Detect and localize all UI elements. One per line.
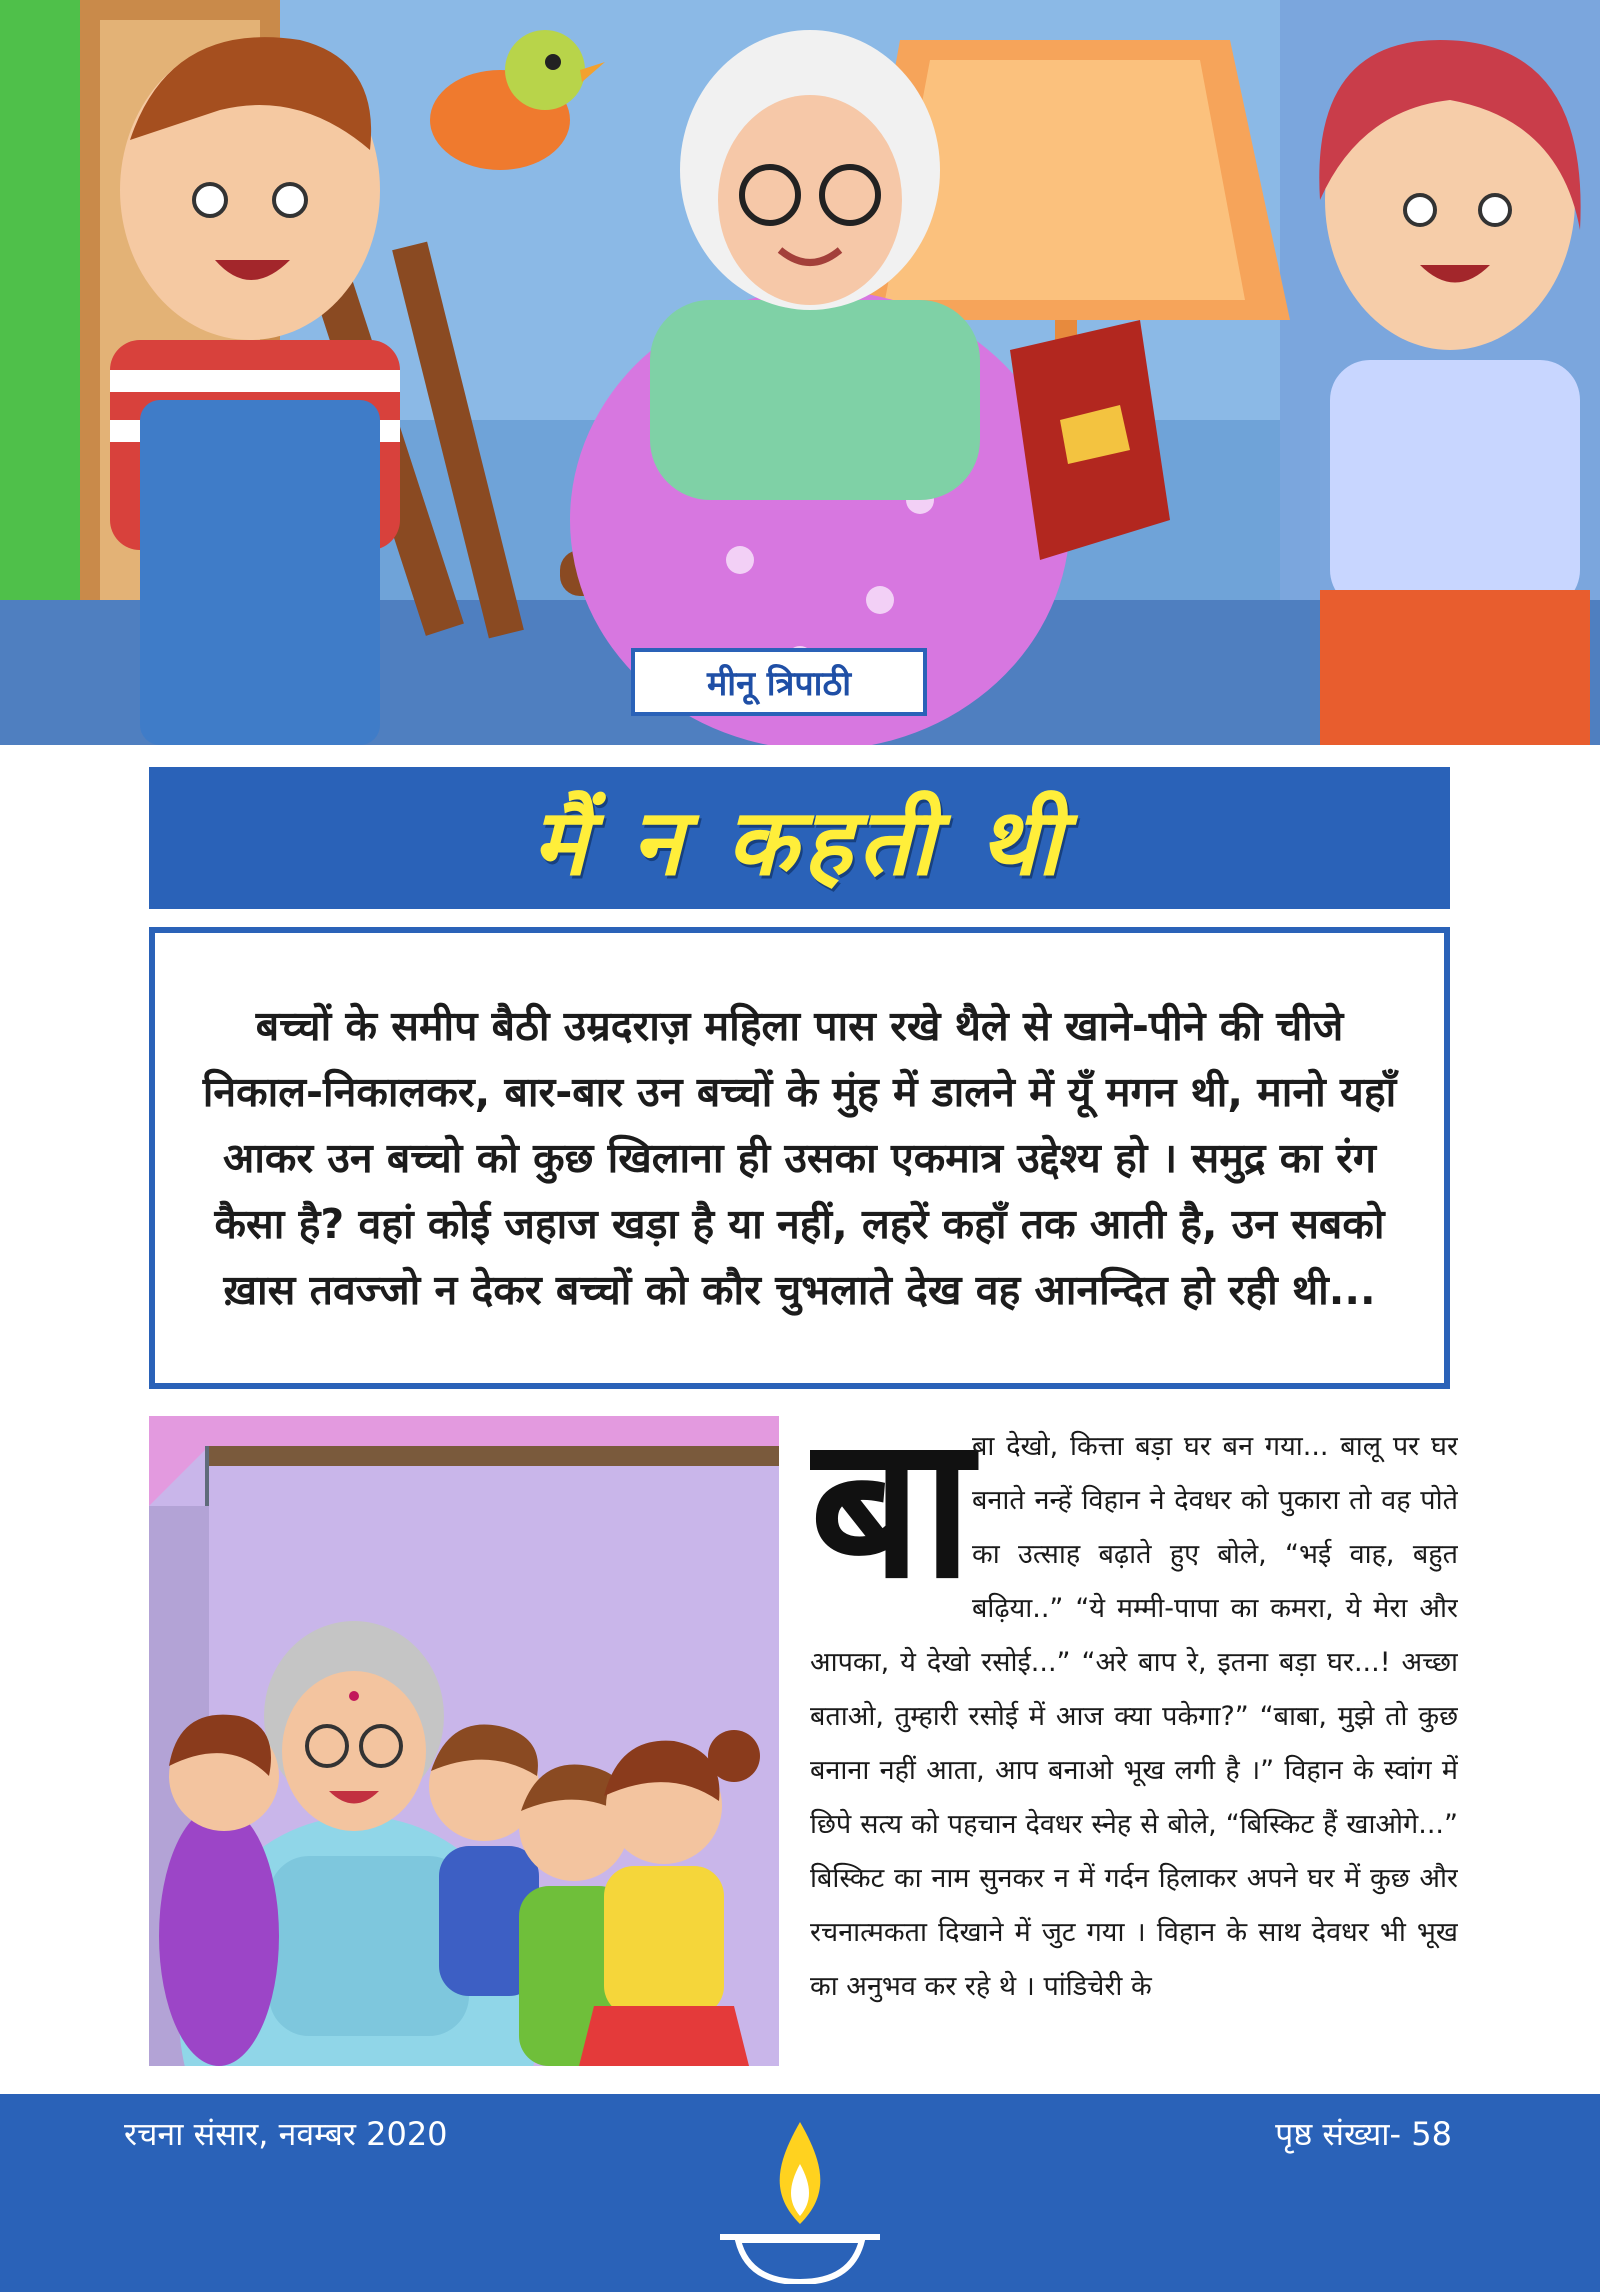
grandmother-children-illustration (149, 1416, 779, 2066)
diya-lamp-icon (720, 2114, 880, 2284)
story-text: बा देखो, कित्ता बड़ा घर बन गया... बालू पर घर बनाते नन्हें विहान ने देवधर को पुकारा तो वह पोते का उत्साह बढ़ाते हुए बोले, “भई वाह, बहुत बढ़िया..” “ये मम्मी-पापा का कमरा, ये मेरा और आपका, ये देखो रसोई...” “अरे बाप रे, इतना बड़ा घर...! अच्छा बताओ, तुम्हारी रसोई में आज क्या पकेगा?” “बाबा, मुझे तो कुछ बनाना नहीं आता, आप बनाओ भूख लगी है ।” विहान के स्वांग में छिपे सत्य को पहचान देवधर स्नेह से बोले, “बिस्किट हैं खाओगे...” बिस्किट का नाम सुनकर न में गर्दन हिलाकर अपने घर में कुछ और रचनात्मकता दिखाने में जुट गया । विहान के साथ देवधर भी भूख का अनुभव कर रहे थे । पांडिचेरी के (810, 1431, 1458, 2002)
drop-cap: बा (810, 1420, 973, 1622)
story-title: मैं न कहती थी (532, 788, 1067, 896)
page-number: पृष्ठ संख्या- 58 (1275, 2115, 1452, 2153)
author-label (631, 648, 927, 716)
hero-illustration (0, 0, 1600, 745)
author-name: मीनू त्रिपाठी (706, 664, 852, 704)
magazine-issue: रचना संसार, नवम्बर 2020 (124, 2115, 448, 2153)
summary-text: बच्चों के समीप बैठी उम्रदराज़ महिला पास रखे थैले से खाने-पीने की चीजे निकाल-निकालकर, बार-बार उन बच्चों के मुंह में डालने में यूँ मगन थी, मानो यहाँ आकर उन बच्चो को कुछ खिलाना ही उसका एकमात्र उद्देश्य हो । समुद्र का रंग कैसा है? वहां कोई जहाज खड़ा है या नहीं, लहरें कहाँ तक आती है, उन सबको ख़ास तवज्जो न देकर बच्चों को कौर चुभलाते देख वह आनन्दित हो रही थी... (202, 1002, 1397, 1314)
title-banner (149, 767, 1450, 909)
story-column (810, 1420, 1458, 2080)
page-footer (0, 2094, 1600, 2292)
summary-box (149, 927, 1450, 1389)
